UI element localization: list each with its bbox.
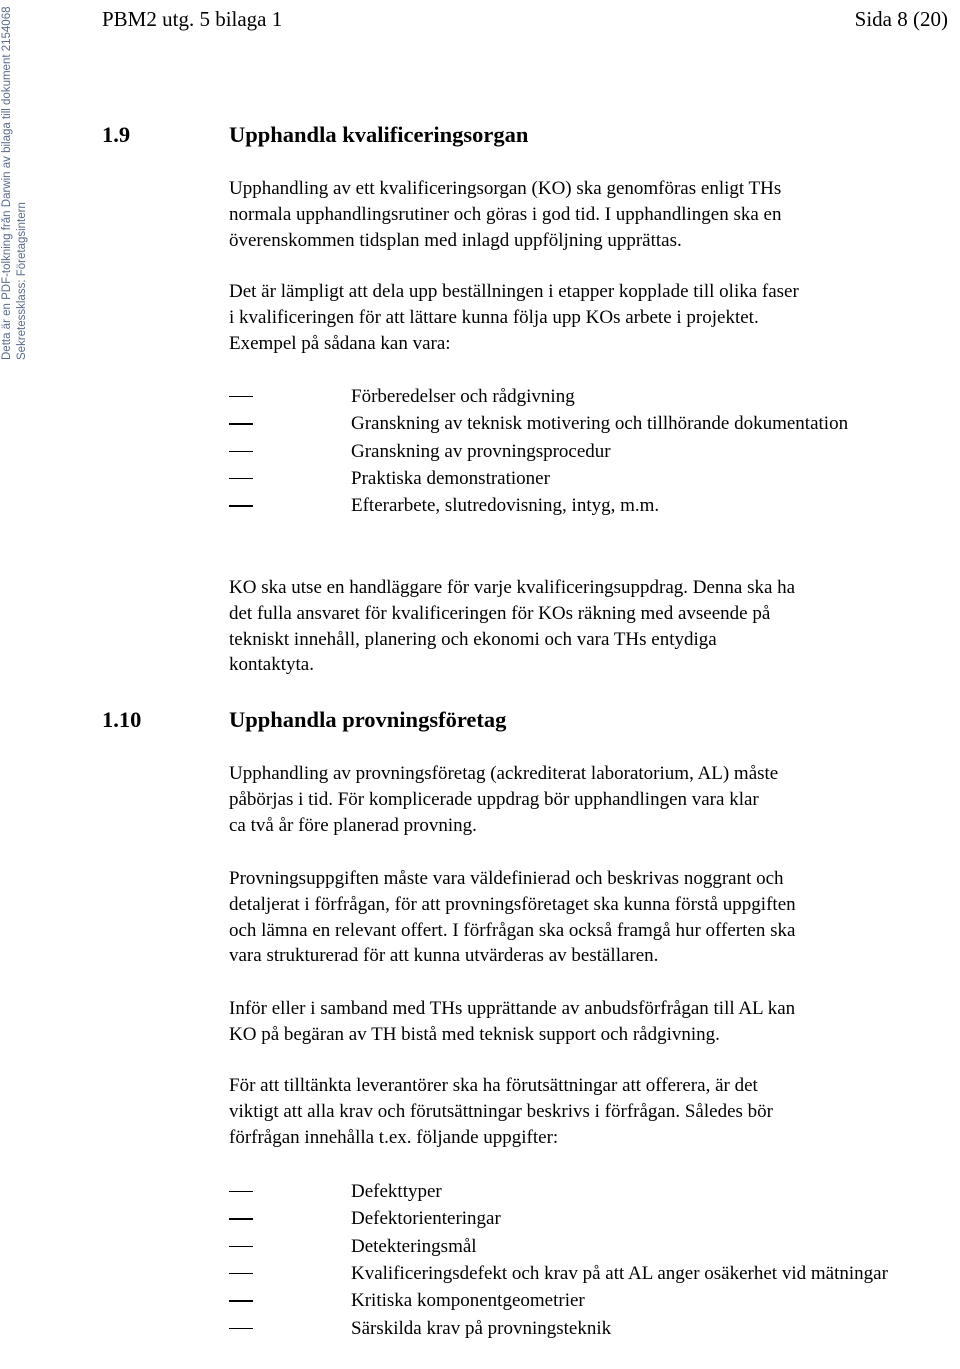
list-item [229, 438, 934, 465]
paragraph: KO ska utse en handläggare för varje kvalificeringsuppdrag. Denna ska ha det fulla ansvaret för kvalificeringen för KOs räkning med avseende på tekniskt innehåll, planering och ekonomi och vara THs entydiga kontaktyta. [229, 577, 796, 676]
list-item-text: Granskning av teknisk motivering och tillhörande dokumentation [351, 413, 849, 435]
list-item-text: Detekteringsmål [351, 1235, 477, 1257]
list-item-text: Defektorienteringar [351, 1208, 501, 1230]
dash-bullet-icon [229, 451, 253, 452]
dash-bullet-icon [229, 1300, 253, 1301]
paragraph: Upphandling av ett kvalificeringsorgan (KO) ska genomföras enligt THs normala upphandlingsrutiner och göras i god tid. I upphandlingen ska en överenskommen tidsplan med inlagd uppföljning upprättas. [229, 178, 782, 251]
paragraph: Provningsuppgiften måste vara väldefinierad och beskrivas noggrant och detaljerat i förfrågan, för att provningsföretaget ska kunna förstå uppgiften och lämna en relevant offert. I förfrågan ska också framgå hur offerten ska vara strukturerad för att kunna utvärderas av beställaren. [229, 868, 796, 967]
dash-bullet-icon [229, 478, 253, 479]
list-item [229, 1260, 934, 1288]
list-item-text: Särskilda krav på provningsteknik [351, 1317, 612, 1339]
section-title: Upphandla kvalificeringsorgan [229, 122, 529, 147]
paragraph: Det är lämpligt att dela upp beställningen i etapper kopplade till olika faser i kvalificeringen för att lättare kunna följa upp KOs arbete i projektet. Exempel på sådana kan vara: [229, 281, 799, 354]
paragraph: Upphandling av provningsföretag (ackrediterat laboratorium, AL) måste påbörjas i tid. För komplicerade uppdrag bör upphandlingen vara klar ca två år före planerad provning. [229, 763, 779, 836]
paragraph: För att tilltänkta leverantörer ska ha förutsättningar att offerera, är det viktigt att alla krav och förutsättningar beskrivs i förfrågan. Således bör förfrågan innehålla t.ex. följande uppgifter: [229, 1075, 773, 1148]
dash-bullet-icon [229, 423, 253, 424]
list-item-text: Förberedelser och rådgivning [351, 386, 575, 407]
list-item [229, 1205, 934, 1232]
list-item [229, 383, 934, 410]
section-number: 1.10 [102, 707, 142, 732]
list-item [229, 1178, 934, 1205]
document-id: PBM2 utg. 5 bilaga 1 [102, 7, 283, 31]
list-item [229, 492, 934, 519]
paragraph: Inför eller i samband med THs upprättande av anbudsförfrågan till AL kan KO på begäran av TH bistå med teknisk support och rådgivning. [229, 998, 796, 1045]
section-number: 1.9 [102, 122, 131, 147]
list-item-text: Granskning av provningsprocedur [351, 440, 611, 462]
list-item-text: Kvalificeringsdefekt och krav på att AL anger osäkerhet vid mätningar [351, 1262, 888, 1284]
list-item [229, 410, 934, 438]
dash-bullet-icon [229, 1246, 253, 1247]
dash-bullet-icon [229, 396, 253, 397]
list-item [229, 1287, 934, 1314]
list-item-text: Praktiska demonstrationer [351, 468, 550, 490]
dash-bullet-icon [229, 1191, 253, 1192]
list-item [229, 1233, 934, 1260]
bullet-list [229, 1178, 934, 1342]
dash-bullet-icon [229, 505, 253, 506]
list-item-text: Efterarbete, slutredovisning, intyg, m.m. [351, 495, 660, 517]
list-item-text: Defekttyper [351, 1181, 442, 1202]
list-item [229, 465, 934, 492]
section-title: Upphandla provningsföretag [229, 707, 507, 732]
page-number: Sida 8 (20) [854, 7, 948, 31]
list-item [229, 1315, 934, 1342]
bullet-list [229, 383, 934, 520]
dash-bullet-icon [229, 1218, 253, 1219]
watermark-line-1: Detta är en PDF-tolkning från Darwin av bilaga till dokument 2154068 [1, 6, 13, 360]
list-item-text: Kritiska komponentgeometrier [351, 1290, 585, 1312]
dash-bullet-icon [229, 1273, 253, 1274]
dash-bullet-icon [229, 1328, 253, 1329]
watermark-line-2: Sekretessklass: Företagsintern [16, 202, 28, 360]
